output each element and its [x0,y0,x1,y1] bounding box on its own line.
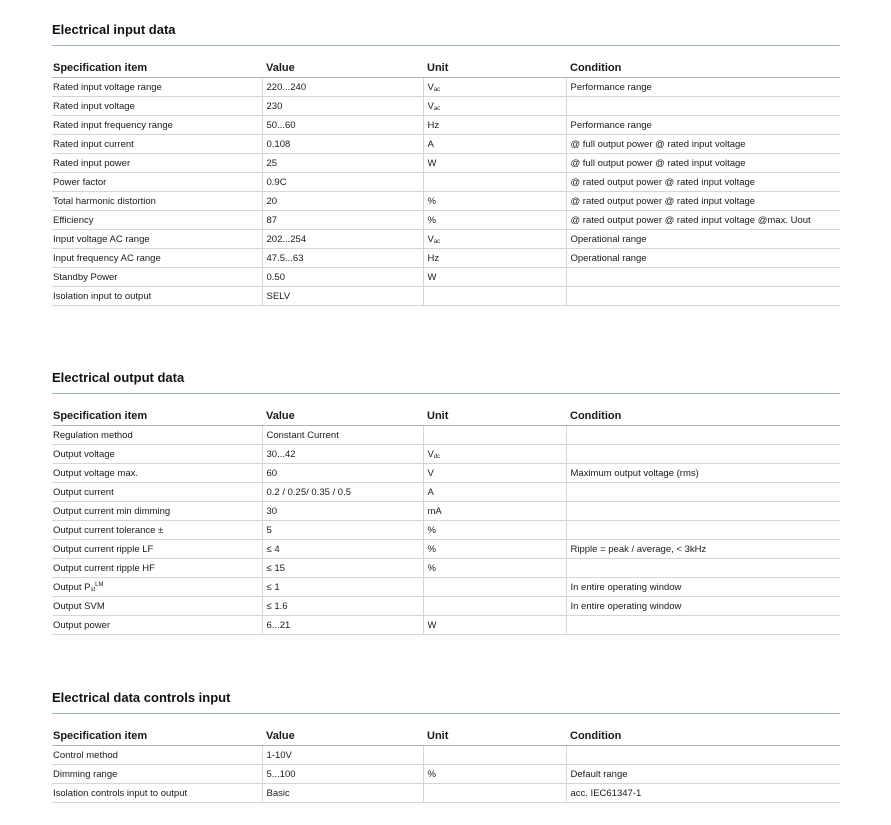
cell-item: Rated input current [52,135,262,154]
table-row [52,268,840,287]
cell-condition: Maximum output voltage (rms) [566,464,840,483]
cell-unit [423,616,566,635]
table-header-row [52,59,840,78]
cell-item: Rated input voltage [52,97,262,116]
table-row [52,249,840,268]
cell-unit [423,426,566,445]
cell-unit [423,78,566,97]
unit-subscript: dc [433,453,441,460]
cell-value: ≤ 1 [262,578,423,597]
cell-unit [423,597,566,616]
cell-value: 30...42 [262,445,423,464]
table-row [52,116,840,135]
cell-condition: @ rated output power @ rated input voltage [566,192,840,211]
cell-condition: @ rated output power @ rated input voltage [566,173,840,192]
table-header-row [52,727,840,746]
cell-unit [423,746,566,765]
unit-symbol: mA [427,505,442,517]
cell-condition: Ripple = peak / average, < 3kHz [566,540,840,559]
cell-item: Regulation method [52,426,262,445]
unit-symbol: Hz [427,119,440,131]
cell-condition [566,616,840,635]
cell-value: 20 [262,192,423,211]
unit-symbol: V [427,81,434,93]
section-title: Electrical output data [52,370,185,385]
table-row [52,230,840,249]
table-row [52,616,840,635]
table-header-row [52,407,840,426]
table-row [52,502,840,521]
cell-condition: Performance range [566,116,840,135]
cell-unit [423,211,566,230]
cell-condition: In entire operating window [566,597,840,616]
cell-condition: Performance range [566,78,840,97]
cell-condition [566,426,840,445]
section-title: Electrical input data [52,22,176,37]
cell-value: ≤ 4 [262,540,423,559]
cell-unit [423,249,566,268]
cell-item: Isolation input to output [52,287,262,306]
cell-condition [566,521,840,540]
unit-symbol: V [427,100,434,112]
cell-unit [423,521,566,540]
header-item: Specification item [52,59,262,78]
cell-value: ≤ 15 [262,559,423,578]
table-row [52,426,840,445]
cell-unit [423,502,566,521]
table-row [52,135,840,154]
cell-item: Isolation controls input to output [52,784,262,803]
cell-unit [423,173,566,192]
header-unit: Unit [423,727,566,746]
cell-item: Input voltage AC range [52,230,262,249]
header-condition: Condition [566,407,840,426]
table-row [52,765,840,784]
cell-value: 0.2 / 0.25/ 0.35 / 0.5 [262,483,423,502]
cell-item: Input frequency AC range [52,249,262,268]
cell-value: 0.50 [262,268,423,287]
cell-condition: Default range [566,765,840,784]
unit-symbol: A [427,138,434,150]
cell-condition: acc. IEC61347-1 [566,784,840,803]
header-item: Specification item [52,407,262,426]
cell-item: Output current [52,483,262,502]
cell-value: SELV [262,287,423,306]
cell-value: 30 [262,502,423,521]
cell-item: Output current tolerance ± [52,521,262,540]
cell-value: 0.9C [262,173,423,192]
cell-unit [423,483,566,502]
cell-unit [423,559,566,578]
table-row [52,97,840,116]
spec-table [52,727,840,803]
table-row [52,173,840,192]
cell-unit [423,765,566,784]
table-row [52,78,840,97]
title-divider [52,393,840,394]
table-row [52,578,840,597]
table-row [52,287,840,306]
spec-table [52,59,840,306]
cell-value: ≤ 1.6 [262,597,423,616]
unit-subscript: ac [433,86,441,93]
table-row [52,211,840,230]
table-row [52,746,840,765]
cell-condition [566,97,840,116]
header-condition: Condition [566,727,840,746]
cell-unit [423,192,566,211]
unit-symbol: % [427,543,436,555]
unit-symbol: V [427,467,434,479]
cell-unit [423,116,566,135]
section-input [52,21,840,302]
unit-symbol: % [427,768,436,780]
table-row [52,192,840,211]
cell-value: 202...254 [262,230,423,249]
unit-subscript: ac [433,105,441,112]
cell-condition [566,746,840,765]
header-value: Value [262,59,423,78]
section-controls-input [52,689,840,799]
cell-value: 47.5...63 [262,249,423,268]
table-row [52,597,840,616]
section-output [52,369,840,631]
cell-value: 87 [262,211,423,230]
cell-value: Constant Current [262,426,423,445]
cell-unit [423,578,566,597]
cell-item: Total harmonic distortion [52,192,262,211]
cell-item: Rated input frequency range [52,116,262,135]
cell-unit [423,154,566,173]
cell-unit [423,135,566,154]
cell-item [52,578,262,597]
cell-unit [423,230,566,249]
header-unit: Unit [423,407,566,426]
cell-value: 50...60 [262,116,423,135]
cell-item: Output SVM [52,597,262,616]
cell-condition: @ full output power @ rated input voltage [566,135,840,154]
cell-unit [423,287,566,306]
table-row [52,521,840,540]
cell-value: 230 [262,97,423,116]
table-row [52,464,840,483]
cell-item: Power factor [52,173,262,192]
cell-value: Basic [262,784,423,803]
cell-condition: @ rated output power @ rated input voltage @max. Uout [566,211,840,230]
cell-condition [566,483,840,502]
item-subscript: st [90,586,96,593]
header-unit: Unit [423,59,566,78]
unit-symbol: W [427,271,437,283]
cell-condition: Operational range [566,249,840,268]
title-divider [52,45,840,46]
cell-value: 1-10V [262,746,423,765]
table-row [52,445,840,464]
unit-symbol: V [427,233,434,245]
cell-item: Output voltage max. [52,464,262,483]
cell-condition [566,502,840,521]
spec-table [52,407,840,635]
cell-value: 6...21 [262,616,423,635]
unit-symbol: % [427,195,436,207]
unit-symbol: Hz [427,252,440,264]
section-title: Electrical data controls input [52,690,231,705]
cell-item: Output current ripple HF [52,559,262,578]
table-row [52,483,840,502]
cell-condition: Operational range [566,230,840,249]
cell-unit [423,464,566,483]
cell-condition [566,287,840,306]
header-value: Value [262,727,423,746]
header-item: Specification item [52,727,262,746]
item-superscript: LM [95,581,104,588]
table-row [52,540,840,559]
cell-value: 60 [262,464,423,483]
cell-item: Rated input power [52,154,262,173]
cell-item: Output current ripple LF [52,540,262,559]
cell-condition: In entire operating window [566,578,840,597]
cell-unit [423,97,566,116]
cell-condition [566,445,840,464]
cell-condition [566,559,840,578]
cell-item: Output voltage [52,445,262,464]
unit-symbol: % [427,214,436,226]
cell-item: Standby Power [52,268,262,287]
cell-value: 5...100 [262,765,423,784]
cell-unit [423,268,566,287]
cell-unit [423,540,566,559]
cell-item: Dimming range [52,765,262,784]
cell-item: Rated input voltage range [52,78,262,97]
unit-symbol: % [427,524,436,536]
unit-symbol: W [427,157,437,169]
unit-symbol: V [427,448,434,460]
cell-value: 220...240 [262,78,423,97]
cell-value: 25 [262,154,423,173]
table-row [52,784,840,803]
cell-unit [423,445,566,464]
item-text: Output P [53,581,91,593]
header-value: Value [262,407,423,426]
cell-item: Output current min dimming [52,502,262,521]
table-row [52,559,840,578]
unit-symbol: % [427,562,436,574]
cell-value: 5 [262,521,423,540]
header-condition: Condition [566,59,840,78]
cell-condition: @ full output power @ rated input voltage [566,154,840,173]
cell-item: Output power [52,616,262,635]
table-row [52,154,840,173]
unit-subscript: ac [433,238,441,245]
cell-unit [423,784,566,803]
cell-item: Efficiency [52,211,262,230]
unit-symbol: W [427,619,437,631]
cell-item: Control method [52,746,262,765]
unit-symbol: A [427,486,434,498]
cell-value: 0.108 [262,135,423,154]
title-divider [52,713,840,714]
cell-condition [566,268,840,287]
